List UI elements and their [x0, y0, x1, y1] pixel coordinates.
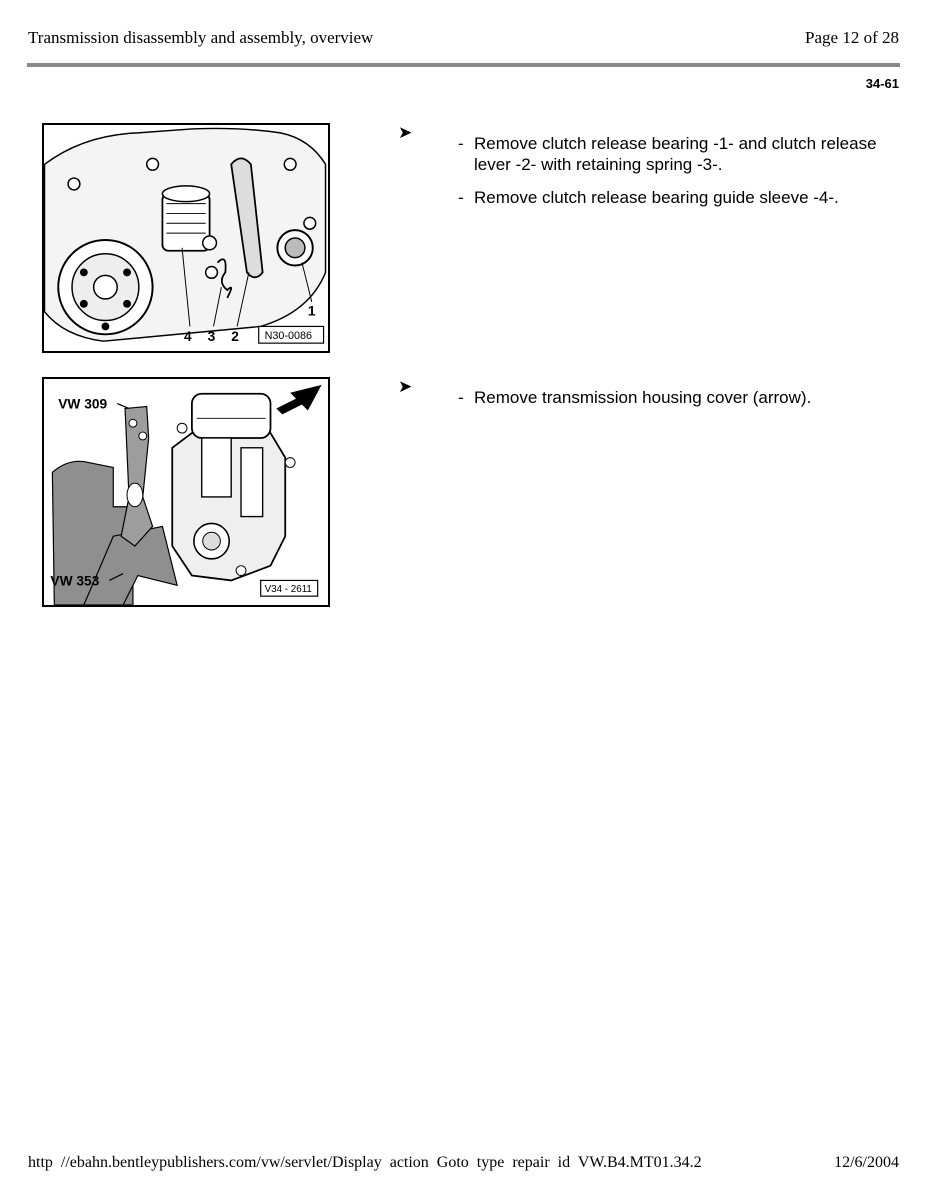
document-title: Transmission disassembly and assembly, overview [28, 28, 374, 47]
tool-label-vw309: VW 309 [58, 396, 108, 412]
figure-code: V34 - 2611 [264, 584, 312, 596]
step-item: - Remove transmission housing cover (arrow). [458, 387, 898, 408]
callout-2: 2 [231, 329, 239, 345]
clutch-release-illustration [44, 125, 328, 351]
step-item: - Remove clutch release bearing -1- and clutch release lever -2- with retaining spring -3-. [458, 133, 898, 175]
callout-1: 1 [307, 303, 316, 319]
step-item: - Remove clutch release bearing guide sleeve -4-. [458, 187, 898, 208]
callout-3: 3 [207, 329, 216, 345]
footer-date: 12/6/2004 [834, 1154, 899, 1171]
clutch-release-figure [42, 123, 330, 353]
page-number: Page 12 of 28 [805, 28, 899, 47]
step-list [458, 133, 898, 220]
housing-cover-illustration [44, 379, 328, 605]
callout-4: 4 [184, 329, 192, 345]
pointing-arrow-icon: ➤ [398, 377, 413, 397]
figure-code: N30-0086 [264, 330, 313, 343]
pointing-arrow-icon: ➤ [398, 123, 413, 143]
tool-label-vw353: VW 353 [50, 573, 100, 589]
housing-cover-figure [42, 377, 330, 607]
footer-url: http //ebahn.bentleypublishers.com/vw/servlet/Display action Goto type repair id VW.B4.MT01.34.2 [28, 1154, 702, 1171]
header-divider [27, 63, 900, 67]
step-list [458, 387, 898, 420]
section-code: 34-61 [865, 76, 899, 91]
